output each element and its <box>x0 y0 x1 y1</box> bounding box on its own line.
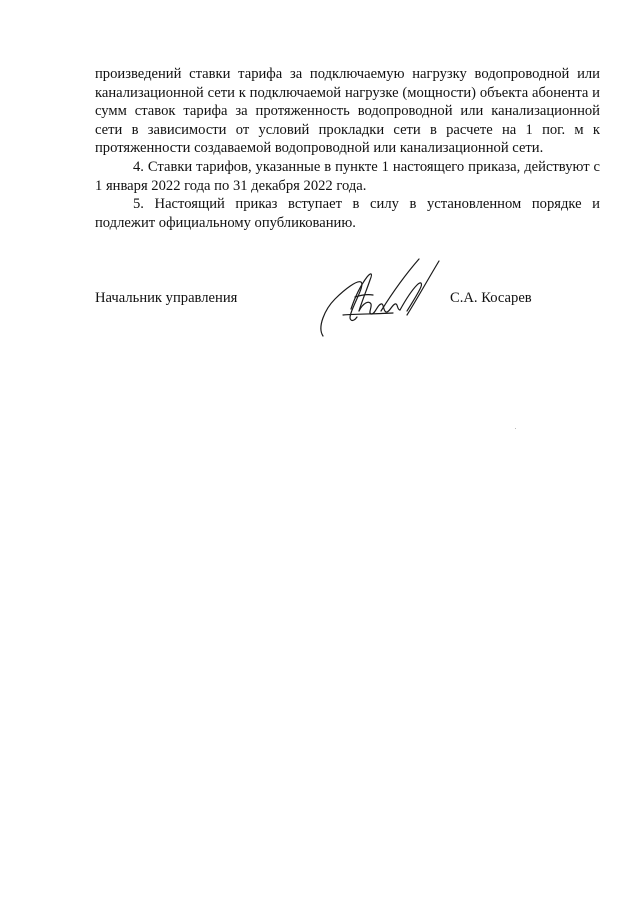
signatory-position: Начальник управления <box>95 290 238 306</box>
scan-speck <box>515 428 516 429</box>
paragraph-continuation: произведений ставки тарифа за подключаемую нагрузку водопроводной или канализационной сети к подключаемой нагрузке (мощности) объекта абонента и сумм ставок тарифа за протяженность водопроводной или канализационной сети в зависимости от условий прокладки сети в расчете на 1 пог. м к протяженности создаваемой водопроводной или канализационной сети. <box>95 66 600 157</box>
paragraph-item-4: 4. Ставки тарифов, указанные в пункте 1 настоящего приказа, действуют с 1 января 2022 года по 31 декабря 2022 года. <box>95 158 600 194</box>
document-body <box>95 65 600 232</box>
handwritten-signature <box>315 253 445 343</box>
paragraph-item-5: 5. Настоящий приказ вступает в силу в установленном порядке и подлежит официальному опубликованию. <box>95 196 600 231</box>
signatory-name: С.А. Косарев <box>450 290 532 306</box>
